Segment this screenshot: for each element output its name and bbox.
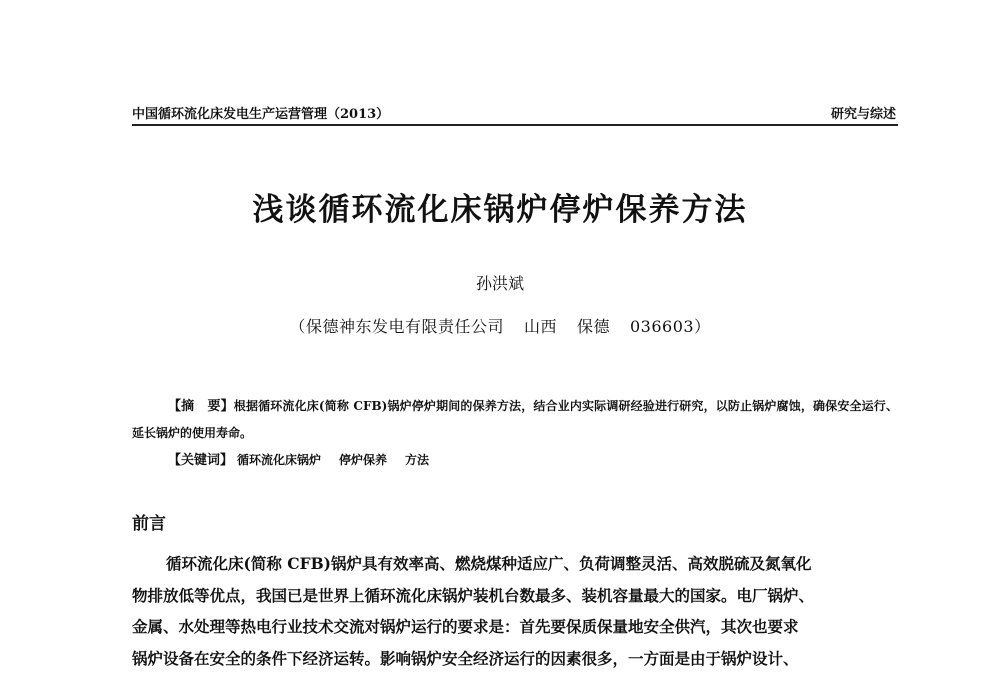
affiliation-province: 山西: [523, 317, 557, 336]
keyword: 循环流化床锅炉: [237, 453, 322, 467]
journal-name: 中国循环流化床发电生产运营管理（2013）: [132, 107, 390, 122]
paragraph-line: 金属、水处理等热电行业技术交流对锅炉运行的要求是：首先要保质保量地安全供汽，其次也要求: [132, 617, 799, 636]
paragraph-line: 物排放低等优点，我国已是世界上循环流化床锅炉装机台数最多、装机容量最大的国家。电厂锅炉、: [132, 585, 815, 605]
running-header: [132, 98, 898, 126]
keyword: 停炉保养: [339, 453, 388, 467]
section-heading: 前言: [132, 514, 166, 534]
section-label: 研究与综述: [830, 107, 896, 122]
paragraph-line: 循环流化床(简称 CFB)锅炉具有效率高、燃烧煤种适应广、负荷调整灵活、高效脱硫及氮氧化: [166, 554, 812, 573]
abstract-label: 【摘 要】: [168, 399, 234, 414]
keywords-label: 【关键词】: [168, 453, 234, 468]
keywords: [168, 449, 443, 468]
author-name: 孙洪斌: [475, 274, 524, 293]
paragraph-line: 锅炉设备在安全的条件下经济运转。影响锅炉安全经济运行的因素很多，一方面是由于锅炉设计、: [132, 648, 799, 668]
article-title: 浅谈循环流化床锅炉停炉保养方法: [252, 192, 748, 228]
paren-open: （: [289, 317, 306, 336]
abstract-text: 根据循环流化床(简称 CFB)锅炉停炉期间的保养方法，结合业内实际调研经验进行研究，以防止锅炉腐蚀，确保安全运行、延长锅炉的使用寿命。: [132, 399, 898, 440]
abstract: [132, 393, 898, 446]
affiliation-postcode: 036603: [629, 317, 695, 336]
body-paragraph: [132, 548, 898, 674]
affiliation-city: 保德: [576, 317, 610, 336]
author-affiliation: [0, 314, 1000, 337]
paren-close: ）: [694, 317, 711, 336]
affiliation-org: 保德神东发电有限责任公司: [305, 317, 504, 336]
keyword: 方法: [405, 453, 430, 467]
